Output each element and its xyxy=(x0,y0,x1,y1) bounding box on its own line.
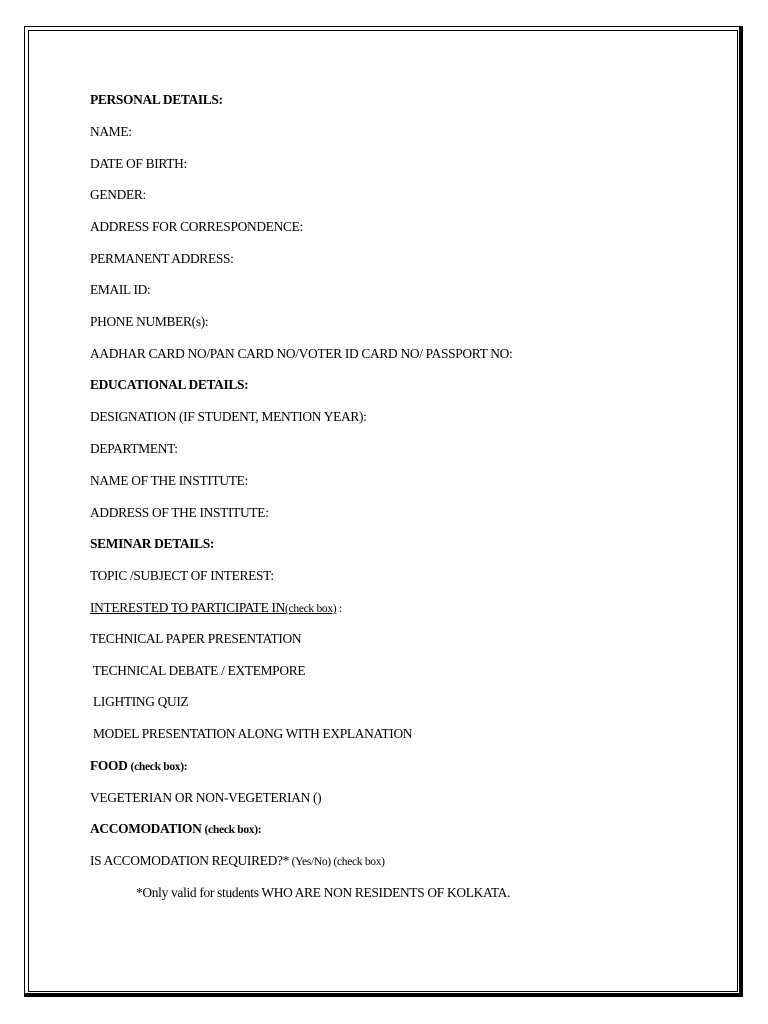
option-lighting-quiz: LIGHTING QUIZ xyxy=(90,694,189,709)
correspondence-address-label: ADDRESS FOR CORRESPONDENCE: xyxy=(90,219,303,234)
food-heading-line xyxy=(90,758,187,775)
accommodation-question: IS ACCOMODATION REQUIRED?* xyxy=(90,853,290,868)
educational-details-heading: EDUCATIONAL DETAILS: xyxy=(90,377,249,392)
option-paper-presentation: TECHNICAL PAPER PRESENTATION xyxy=(90,631,302,646)
option-model-presentation: MODEL PRESENTATION ALONG WITH EXPLANATION xyxy=(90,726,413,741)
accommodation-heading: ACCOMODATION xyxy=(90,821,202,836)
dob-label: DATE OF BIRTH: xyxy=(90,156,187,171)
food-choice-label: VEGETERIAN OR NON-VEGETERIAN () xyxy=(90,790,322,805)
food-heading-note: (check box): xyxy=(130,761,188,773)
id-cards-label: AADHAR CARD NO/PAN CARD NO/VOTER ID CARD NO/ PASSPORT NO: xyxy=(90,346,513,361)
gender-label: GENDER: xyxy=(90,187,146,202)
seminar-details-heading: SEMINAR DETAILS: xyxy=(90,536,215,551)
option-debate-extempore: TECHNICAL DEBATE / EXTEMPORE xyxy=(90,663,306,678)
email-label: EMAIL ID: xyxy=(90,282,151,297)
department-label: DEPARTMENT: xyxy=(90,441,178,456)
personal-details-heading: PERSONAL DETAILS: xyxy=(90,92,223,107)
topic-label: TOPIC /SUBJECT OF INTEREST: xyxy=(90,568,274,583)
participate-line xyxy=(90,600,342,617)
institute-address-label: ADDRESS OF THE INSTITUTE: xyxy=(90,505,269,520)
institute-name-label: NAME OF THE INSTITUTE: xyxy=(90,473,248,488)
name-label: NAME: xyxy=(90,124,132,139)
accommodation-heading-line xyxy=(90,821,261,838)
participate-note: (check box) xyxy=(285,603,337,615)
accommodation-question-note: (Yes/No) (check box) xyxy=(289,856,385,868)
permanent-address-label: PERMANENT ADDRESS: xyxy=(90,251,234,266)
participate-label: INTERESTED TO PARTICIPATE IN xyxy=(90,600,286,615)
accommodation-footnote: *Only valid for students WHO ARE NON RESIDENTS OF KOLKATA. xyxy=(136,885,511,900)
participate-colon: : xyxy=(336,603,342,615)
designation-label: DESIGNATION (IF STUDENT, MENTION YEAR): xyxy=(90,409,367,424)
accommodation-heading-note: (check box): xyxy=(204,824,262,836)
food-heading: FOOD xyxy=(90,758,128,773)
phone-label: PHONE NUMBER(s): xyxy=(90,314,209,329)
accommodation-question-line xyxy=(90,853,385,870)
